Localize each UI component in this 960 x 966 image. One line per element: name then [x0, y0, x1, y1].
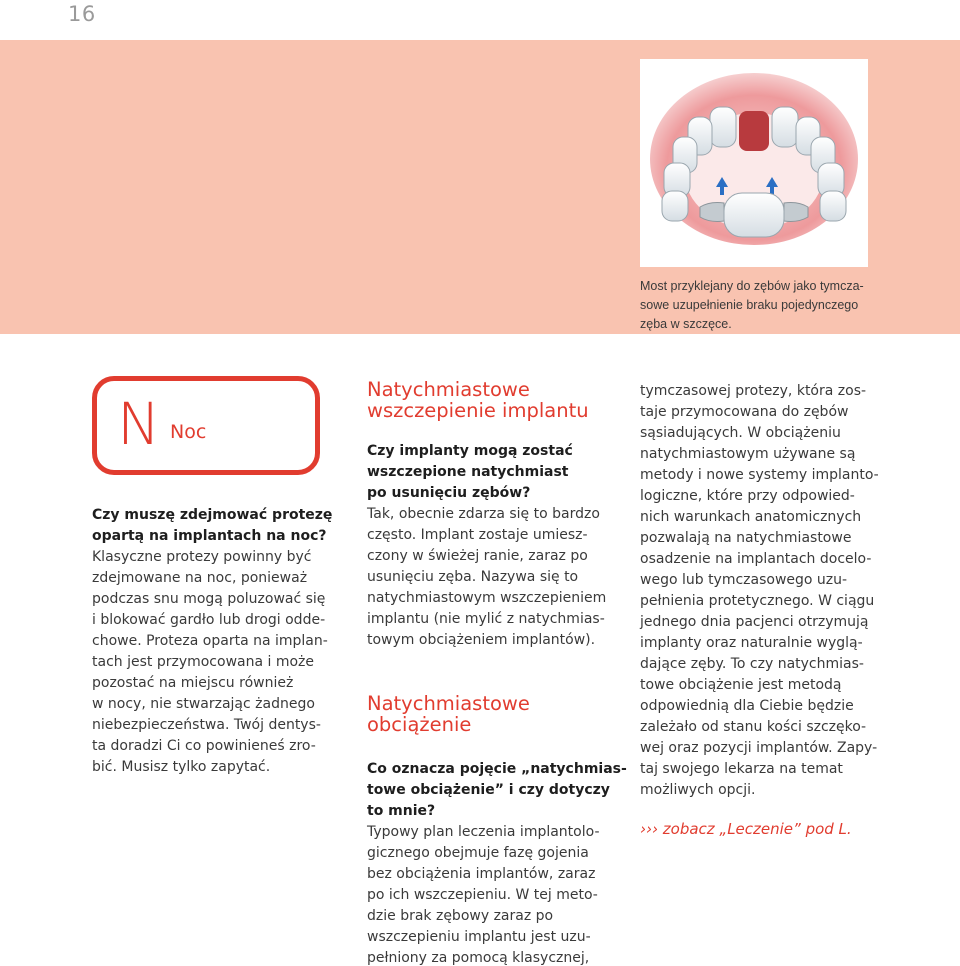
- answer-immediate-loading: [367, 822, 617, 966]
- text-line: towym obciążeniem implantów).: [367, 632, 596, 648]
- heading-line: Natychmiastowe: [367, 378, 530, 401]
- text-line: metody i nowe systemy implanto-: [640, 467, 879, 483]
- text-line: Tak, obecnie zdarza się to bardzo: [367, 506, 600, 522]
- text-line: jednego dnia pacjenci otrzymują: [640, 614, 869, 630]
- heading-line: obciążenie: [367, 713, 472, 736]
- caption-line: sowe uzupełnienie braku pojedynczego: [640, 298, 859, 312]
- text-line: tymczasowej protezy, która zos-: [640, 383, 867, 399]
- caption-line: Most przyklejany do zębów jako tymcza-: [640, 279, 864, 293]
- answer-night-removal: [92, 547, 332, 778]
- text-line: taj swojego lekarza na temat: [640, 761, 843, 777]
- text-line: natychmiastowym wszczepieniem: [367, 590, 607, 606]
- text-line: Klasyczne protezy powinny być: [92, 549, 312, 565]
- text-line: Czy implanty mogą zostać: [367, 443, 573, 459]
- text-line: pełniony za pomocą klasycznej,: [367, 950, 590, 966]
- text-line: po usunięciu zębów?: [367, 485, 531, 501]
- text-line: podczas snu mogą poluzować się: [92, 591, 326, 607]
- text-line: bić. Musisz tylko zapytać.: [92, 759, 271, 775]
- text-line: czony w świeżej ranie, zaraz po: [367, 548, 588, 564]
- text-line: wego lub tymczasowego uzu-: [640, 572, 848, 588]
- text-line: sąsiadujących. W obciążeniu: [640, 425, 841, 441]
- section-keyword: Noc: [170, 421, 207, 443]
- text-line: wszczepieniu implantu jest uzu-: [367, 929, 591, 945]
- text-line: towe obciążenie jest metodą: [640, 677, 842, 693]
- text-line: gicznego obejmuje fazę gojenia: [367, 845, 589, 861]
- text-line: niebezpieczeństwa. Twój dentys-: [92, 717, 321, 733]
- text-line: pozwalają na natychmiastowe: [640, 530, 852, 546]
- question-night-removal: [92, 505, 332, 547]
- text-line: nich warunkach anatomicznych: [640, 509, 862, 525]
- text-line: odpowiednią dla Ciebie będzie: [640, 698, 854, 714]
- section-letter: N: [117, 390, 161, 458]
- text-line: ta doradzi Ci co powinieneś zro-: [92, 738, 316, 754]
- text-line: po ich wszczepieniu. W tej meto-: [367, 887, 598, 903]
- text-line: w nocy, nie stwarzając żadnego: [92, 696, 315, 712]
- text-line: opartą na implantach na noc?: [92, 528, 327, 544]
- text-line: pełnienia protetycznego. W ciągu: [640, 593, 875, 609]
- heading-line: wszczepienie implantu: [367, 399, 589, 422]
- text-line: bez obciążenia implantów, zaraz: [367, 866, 596, 882]
- question-immediate-implantation: [367, 441, 617, 504]
- cross-reference-link[interactable]: ››› zobacz „Leczenie” pod L.: [640, 820, 852, 838]
- text-line: natychmiastowym używane są: [640, 446, 856, 462]
- text-line: usunięciu zęba. Nazywa się to: [367, 569, 579, 585]
- text-line: i blokować gardło lub drogi odde-: [92, 612, 326, 628]
- text-line: implantu (nie mylić z natychmias-: [367, 611, 605, 627]
- text-line: tach jest przymocowana i może: [92, 654, 315, 670]
- column-2-top: [367, 441, 617, 651]
- text-line: pozostać na miejscu również: [92, 675, 294, 691]
- text-line: logiczne, które przy odpowied-: [640, 488, 855, 504]
- text-line: wszczepione natychmiast: [367, 464, 569, 480]
- section-letter-box: [92, 376, 320, 475]
- page-number: 16: [68, 2, 96, 26]
- text-line: Czy muszę zdejmować protezę: [92, 507, 333, 523]
- caption-line: zęba w szczęce.: [640, 317, 732, 331]
- text-line: towe obciążenie” i czy dotyczy: [367, 782, 610, 798]
- text-line: zależało od stanu kości szczęko-: [640, 719, 867, 735]
- text-line: taje przymocowana do zębów: [640, 404, 849, 420]
- text-line: chowe. Proteza oparta na implan-: [92, 633, 328, 649]
- text-line: to mnie?: [367, 803, 436, 819]
- text-line: Co oznacza pojęcie „natychmias-: [367, 761, 627, 777]
- column-3: [640, 381, 900, 801]
- heading-immediate-loading: [367, 693, 530, 735]
- column-1: [92, 505, 332, 778]
- text-line: możliwych opcji.: [640, 782, 756, 798]
- text-line: dzie brak zębowy zaraz po: [367, 908, 554, 924]
- text-line: osadzenie na implantach docelo-: [640, 551, 872, 567]
- text-line: zdejmowane na noc, ponieważ: [92, 570, 308, 586]
- heading-line: Natychmiastowe: [367, 692, 530, 715]
- question-immediate-loading: [367, 759, 627, 822]
- dental-bridge-illustration: [640, 59, 868, 267]
- column-2-bottom: [367, 759, 627, 966]
- text-line: często. Implant zostaje umiesz-: [367, 527, 588, 543]
- figure-caption: [640, 277, 880, 334]
- heading-immediate-implantation: [367, 379, 589, 421]
- text-line: implanty oraz naturalnie wyglą-: [640, 635, 863, 651]
- text-line: wej oraz pozycji implantów. Zapy-: [640, 740, 878, 756]
- text-line: Typowy plan leczenia implantolo-: [367, 824, 600, 840]
- answer-immediate-implantation: [367, 504, 617, 651]
- text-line: dające zęby. To czy natychmias-: [640, 656, 864, 672]
